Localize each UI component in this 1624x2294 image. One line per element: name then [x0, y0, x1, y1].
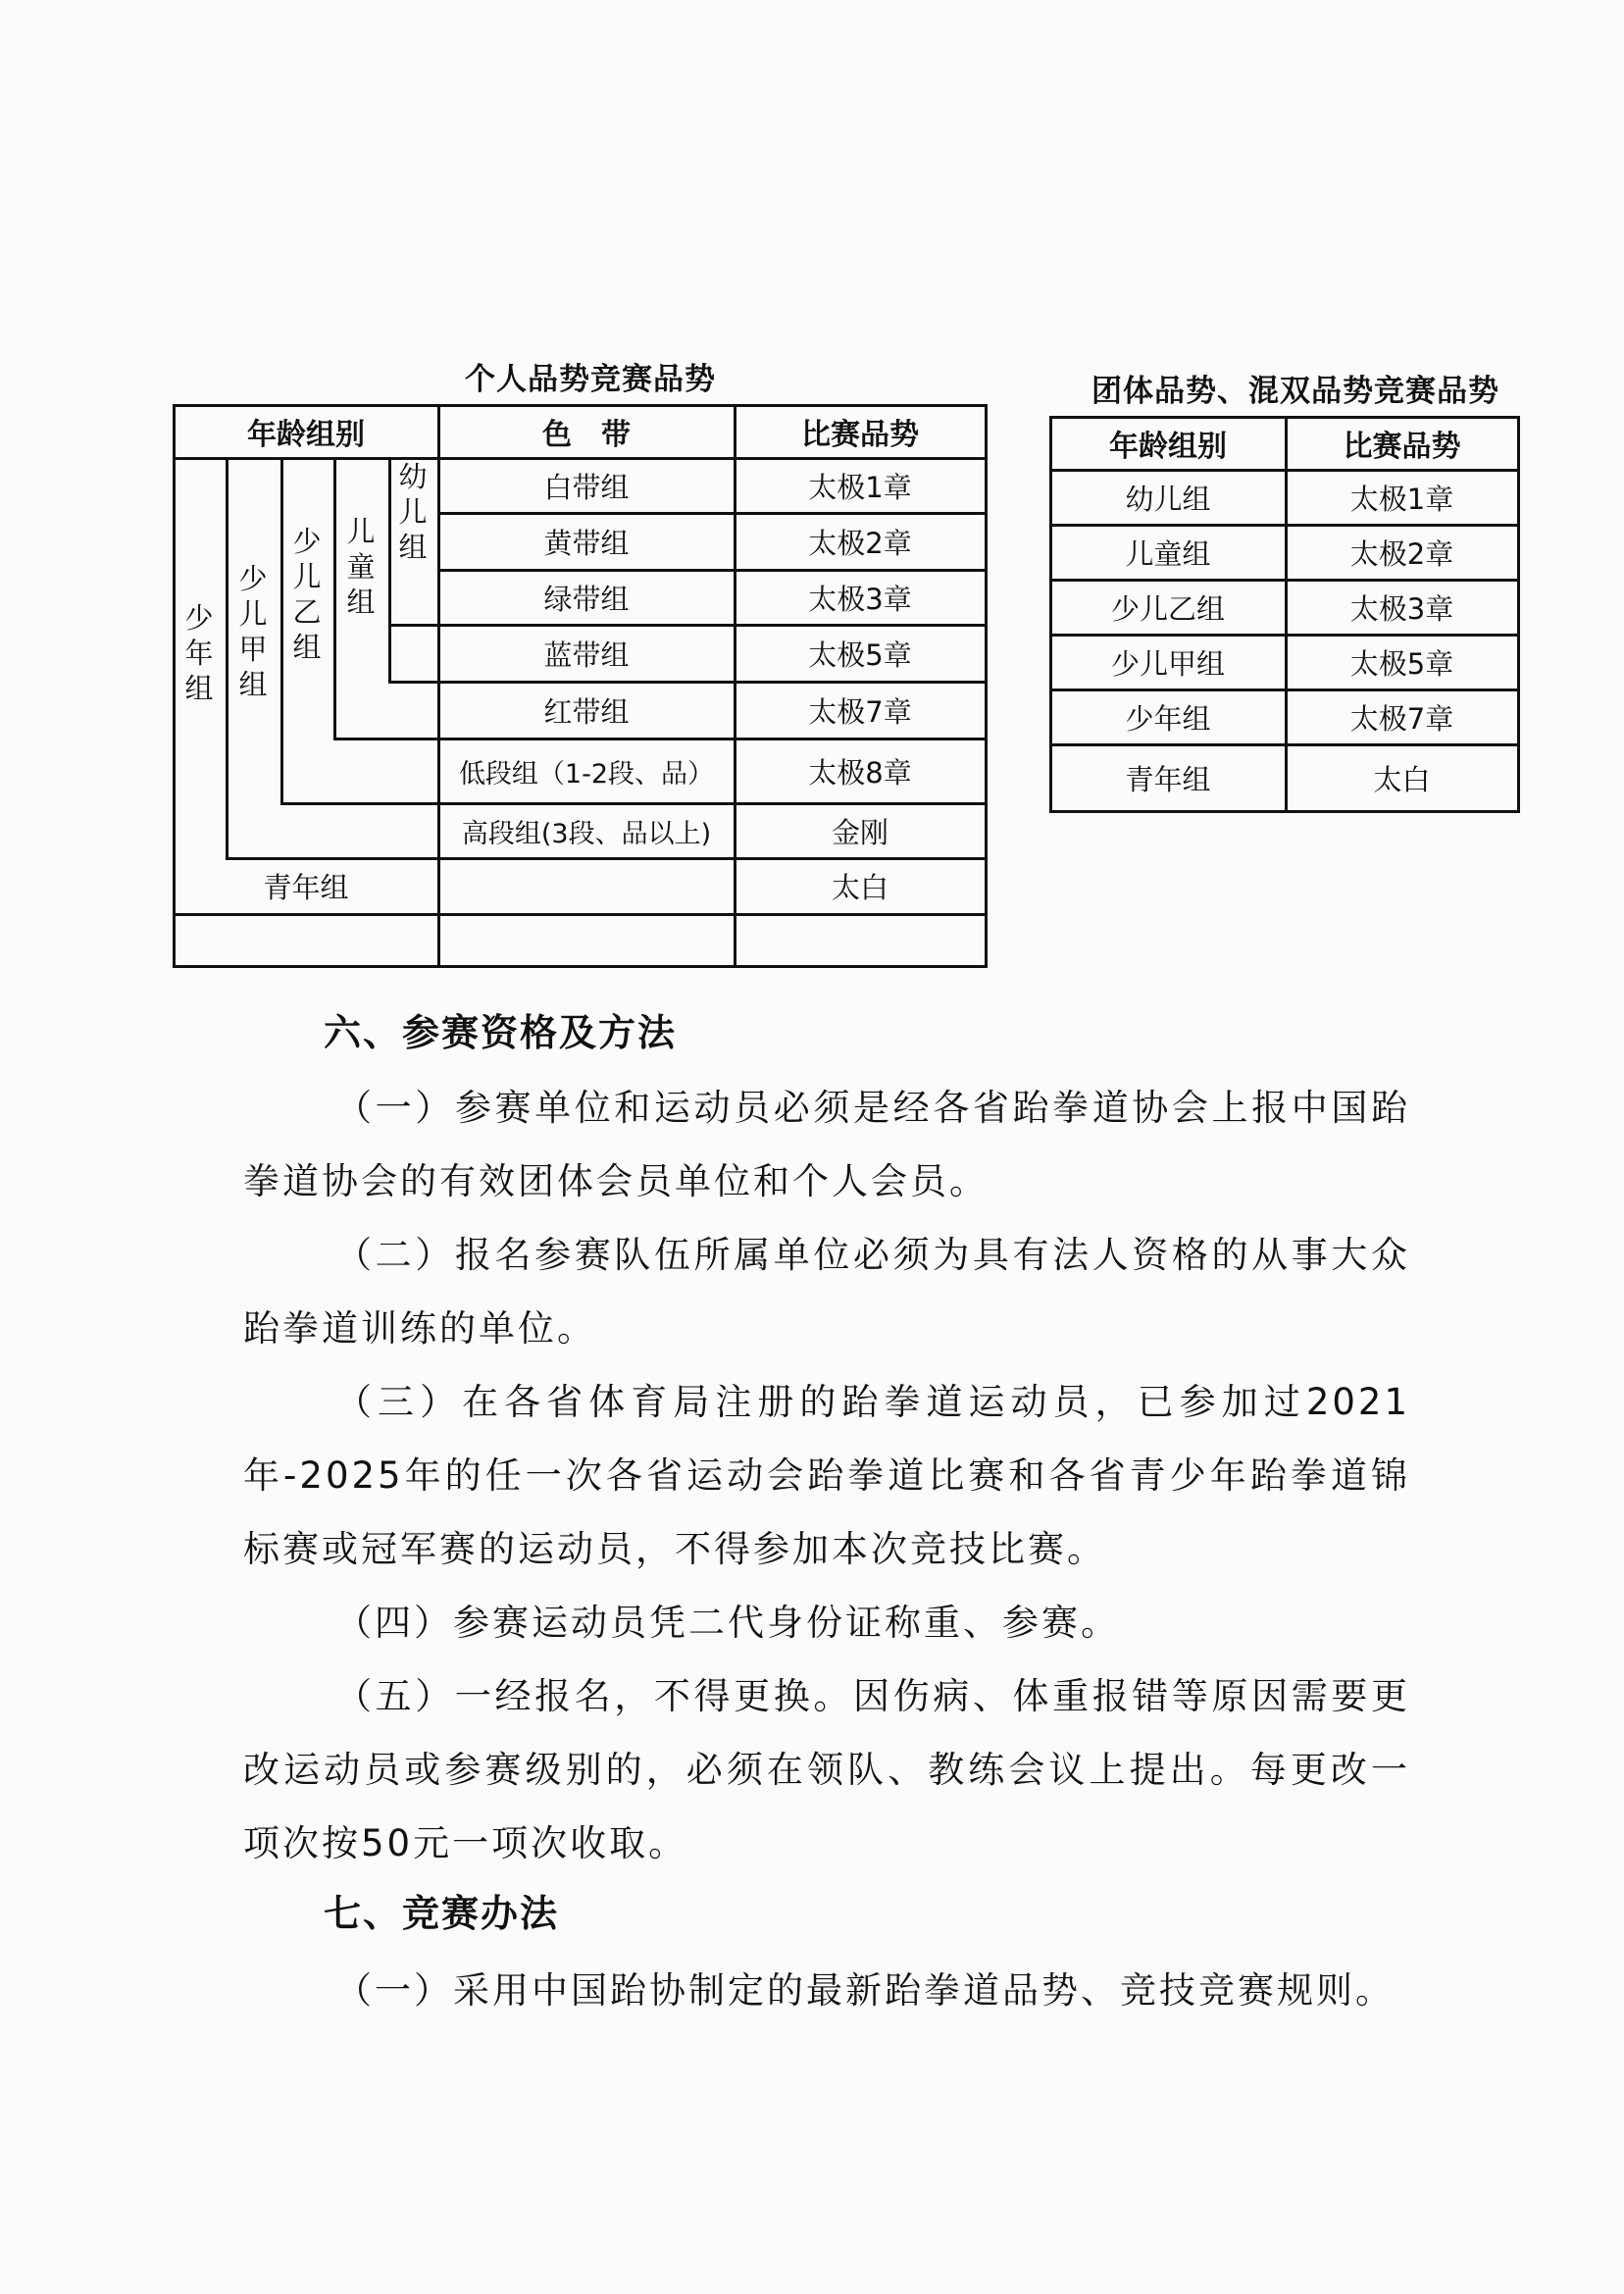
team-group-cell: 儿童组 [1125, 536, 1211, 571]
section-6-paragraph: （五）一经报名，不得更换。因伤病、体重报错等原因需要更改运动员或参赛级别的，必须在领队、教练会议上提出。每更改一项次按50元一项次收取。 [243, 1675, 1410, 1864]
age-group-youer: 幼儿组 [398, 460, 428, 564]
belt-cell: 红带组 [543, 694, 630, 729]
team-group-cell: 少儿甲组 [1110, 646, 1225, 681]
header-age-group: 年龄组别 [247, 418, 365, 452]
form-cell: 太极1章 [808, 470, 912, 504]
belt-cell: 绿带组 [543, 582, 630, 616]
form-cell: 太极8章 [808, 755, 912, 790]
age-group-ertong: 儿童组 [346, 515, 376, 619]
belt-cell: 白带组 [543, 470, 630, 504]
age-group-shaonian: 少年组 [184, 601, 214, 705]
form-cell: 太极3章 [808, 582, 912, 616]
form-cell: 太极5章 [808, 637, 912, 672]
form-cell: 太白 [831, 871, 888, 904]
header-forms: 比赛品势 [801, 418, 919, 452]
team-group-cell: 少儿乙组 [1110, 591, 1225, 626]
team-form-cell: 太白 [1373, 762, 1431, 796]
form-cell: 金刚 [831, 815, 888, 849]
section-6-heading: 六、参赛资格及方法 [324, 1011, 678, 1054]
team-form-cell: 太极7章 [1349, 701, 1454, 736]
belt-cell [439, 859, 734, 913]
section-7-paragraph: （一）采用中国跆协制定的最新跆拳道品势、竞技竞赛规则。 [335, 1969, 1395, 2012]
age-group-qingnian: 青年组 [263, 871, 349, 904]
age-group-shaoer-yi: 少儿乙组 [292, 525, 322, 664]
team-group-cell: 幼儿组 [1125, 482, 1211, 516]
team-form-cell: 太极1章 [1349, 482, 1454, 516]
team-group-cell: 青年组 [1125, 762, 1211, 796]
section-6-paragraph: （二）报名参赛队伍所属单位必须为具有法人资格的从事大众跆拳道训练的单位。 [243, 1234, 1410, 1350]
team-form-cell: 太极2章 [1349, 536, 1454, 571]
team-header-forms: 比赛品势 [1343, 430, 1461, 464]
team-table-caption: 团体品势、混双品势竞赛品势 [1091, 374, 1499, 409]
section-6-paragraph: （三）在各省体育局注册的跆拳道运动员，已参加过2021年-2025年的任一次各省运动会跆拳道比赛和各省青少年跆拳道锦标赛或冠军赛的运动员，不得参加本次竞技比赛。 [243, 1381, 1410, 1570]
form-cell: 太极2章 [808, 526, 912, 560]
form-cell: 太极7章 [808, 694, 912, 729]
section-6-paragraph: （一）参赛单位和运动员必须是经各省跆拳道协会上报中国跆拳道协会的有效团体会员单位和个人会员。 [243, 1087, 1410, 1202]
team-group-cell: 少年组 [1125, 701, 1211, 736]
header-belt: 色 带 [542, 418, 631, 452]
section-7-heading: 七、竞赛办法 [324, 1892, 560, 1935]
team-form-cell: 太极3章 [1349, 591, 1454, 626]
belt-cell: 黄带组 [543, 526, 630, 560]
individual-table-caption: 个人品势竞赛品势 [465, 362, 716, 397]
belt-cell: 低段组（1-2段、品） [458, 758, 715, 790]
age-group-shaoer-jia: 少儿甲组 [238, 562, 268, 701]
belt-cell: 高段组(3段、品以上) [461, 818, 712, 849]
belt-cell: 蓝带组 [543, 637, 630, 672]
team-form-cell: 太极5章 [1349, 646, 1454, 681]
section-6-paragraph: （四）参赛运动员凭二代身份证称重、参赛。 [335, 1602, 1120, 1644]
team-header-age-group: 年龄组别 [1109, 430, 1227, 464]
